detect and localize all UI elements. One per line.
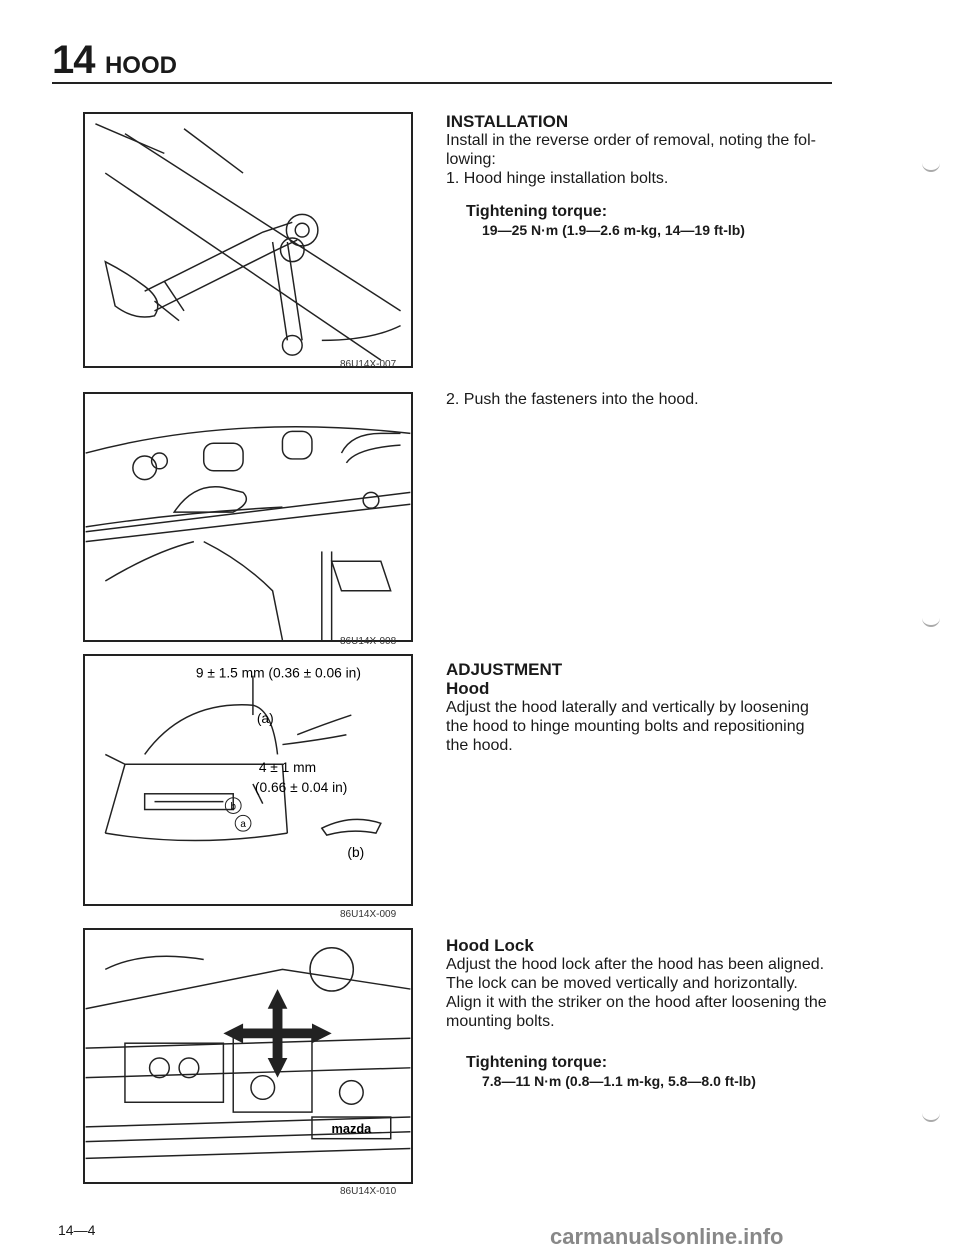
hood-clearance-diagram [85, 656, 411, 904]
torque-value: 7.8—11 N·m (0.8—1.1 m-kg, 5.8—8.0 ft-lb) [482, 1073, 756, 1089]
label-b-small: b [230, 801, 236, 813]
installation-heading: INSTALLATION [446, 112, 569, 131]
hood-lock-heading: Hood Lock [446, 936, 534, 955]
torque-spec [466, 1053, 831, 1091]
margin-mark [922, 615, 940, 627]
page-header [52, 38, 177, 83]
installation-step-2: 2. Push the fasteners into the hood. [446, 391, 699, 408]
adjustment-section [446, 660, 831, 755]
label-a: (a) [256, 710, 274, 726]
margin-mark [922, 1110, 940, 1122]
mazda-logo: mazda [331, 1120, 372, 1136]
figure-hinge-bolts [83, 112, 413, 368]
installation-step-1: 1. Hood hinge installation bolts. [446, 170, 669, 187]
figure-caption: 86U14X-007 [340, 359, 397, 370]
move-arrows-icon [223, 989, 331, 1078]
label-gap-top: 9 ± 1.5 mm (0.36 ± 0.06 in) [195, 665, 361, 681]
figure-caption: 86U14X-009 [340, 909, 397, 920]
page-number: 14—4 [58, 1222, 96, 1238]
header-rule [52, 82, 832, 84]
adjustment-body: Adjust the hood laterally and vertically by loosening the hood to hinge mounting bolts and repositioning the hood. [446, 699, 809, 754]
section-number: 14 [52, 38, 95, 82]
torque-label: Tightening torque: [466, 203, 608, 220]
torque-spec [466, 202, 831, 240]
watermark: carmanualsonline.info [550, 1224, 784, 1249]
torque-label: Tightening torque: [466, 1054, 608, 1071]
label-a-small: a [240, 819, 246, 831]
installation-intro: Install in the reverse order of removal, noting the fol-lowing: [446, 132, 816, 168]
figure-hood-lock [83, 928, 413, 1184]
adjustment-subheading: Hood [446, 679, 490, 698]
figure-caption: 86U14X-010 [340, 1186, 397, 1197]
label-b: (b) [347, 844, 365, 860]
figure-caption: 86U14X-008 [340, 636, 397, 647]
fasteners-illustration [85, 394, 411, 640]
hood-lock-section [446, 936, 831, 1091]
figure-hood-clearance [83, 654, 413, 906]
label-gap-mid: 4 ± 1 mm [258, 760, 317, 776]
margin-mark [922, 160, 940, 172]
torque-value: 19—25 N·m (1.9—2.6 m-kg, 14—19 ft-lb) [482, 222, 745, 238]
figure-fasteners [83, 392, 413, 642]
hinge-bolts-illustration [85, 114, 411, 366]
installation-section [446, 112, 831, 240]
label-gap-mid-in: (0.66 ± 0.04 in) [254, 779, 348, 795]
adjustment-heading: ADJUSTMENT [446, 660, 563, 679]
hood-lock-body: Adjust the hood lock after the hood has been aligned. The lock can be moved vertically and horizontally. Align it with the striker on the hood after loosening the mounting bolts. [446, 956, 827, 1030]
section-title: HOOD [104, 52, 177, 79]
hood-lock-illustration [85, 930, 411, 1182]
